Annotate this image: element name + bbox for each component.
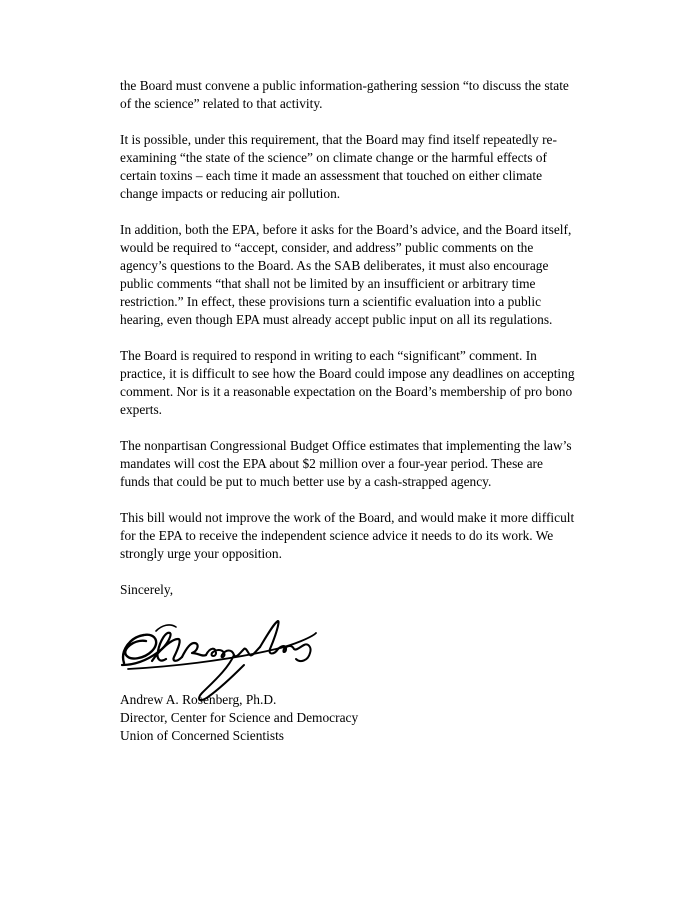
text-line: certain toxins – each time it made an assessment that touched on either climate	[120, 168, 543, 183]
closing-salutation: Sincerely,	[120, 582, 174, 597]
paragraph-1	[120, 77, 600, 113]
text-line: The Board is required to respond in writing to each “significant” comment. In	[120, 348, 537, 363]
signatory-organization: Union of Concerned Scientists	[120, 728, 285, 743]
text-line: hearing, even though EPA must already accept public input on all its regulations.	[120, 312, 553, 327]
text-line: would be required to “accept, consider, and address” public comments on the	[120, 240, 534, 255]
signatory-title: Director, Center for Science and Democracy	[120, 710, 359, 725]
text-line: funds that could be put to much better use by a cash-strapped agency.	[120, 474, 492, 489]
paragraph-5	[120, 437, 600, 491]
text-line: of the science” related to that activity.	[120, 96, 323, 111]
text-line: change impacts or reducing air pollution.	[120, 186, 341, 201]
text-line: The nonpartisan Congressional Budget Office estimates that implementing the law’s	[120, 438, 572, 453]
text-line: It is possible, under this requirement, that the Board may find itself repeatedly re-	[120, 132, 557, 147]
paragraph-4	[120, 347, 600, 419]
signature-block	[120, 691, 600, 745]
text-line: practice, it is difficult to see how the Board could impose any deadlines on accepting	[120, 366, 575, 381]
text-line: strongly urge your opposition.	[120, 546, 282, 561]
text-line: mandates will cost the EPA about $2 million over a four-year period. These are	[120, 456, 543, 471]
text-line: for the EPA to receive the independent science advice it needs to do its work. We	[120, 528, 554, 543]
text-line: agency’s questions to the Board. As the SAB deliberates, it must also encourage	[120, 258, 549, 273]
text-line: This bill would not improve the work of the Board, and would make it more difficult	[120, 510, 575, 525]
text-line: restriction.” In effect, these provisions turn a scientific evaluation into a public	[120, 294, 542, 309]
paragraph-2	[120, 131, 600, 203]
text-line: In addition, both the EPA, before it asks for the Board’s advice, and the Board itself,	[120, 222, 572, 237]
paragraph-6	[120, 509, 600, 563]
text-line: experts.	[120, 402, 163, 417]
text-line: the Board must convene a public information-gathering session “to discuss the state	[120, 78, 569, 93]
text-line: comment. Nor is it a reasonable expectation on the Board’s membership of pro bono	[120, 384, 573, 399]
letter-page	[120, 77, 600, 745]
signatory-name: Andrew A. Rosenberg, Ph.D.	[120, 692, 277, 707]
text-line: public comments “that shall not be limited by an insufficient or arbitrary time	[120, 276, 536, 291]
text-line: examining “the state of the science” on climate change or the harmful effects of	[120, 150, 547, 165]
paragraph-3	[120, 221, 600, 329]
